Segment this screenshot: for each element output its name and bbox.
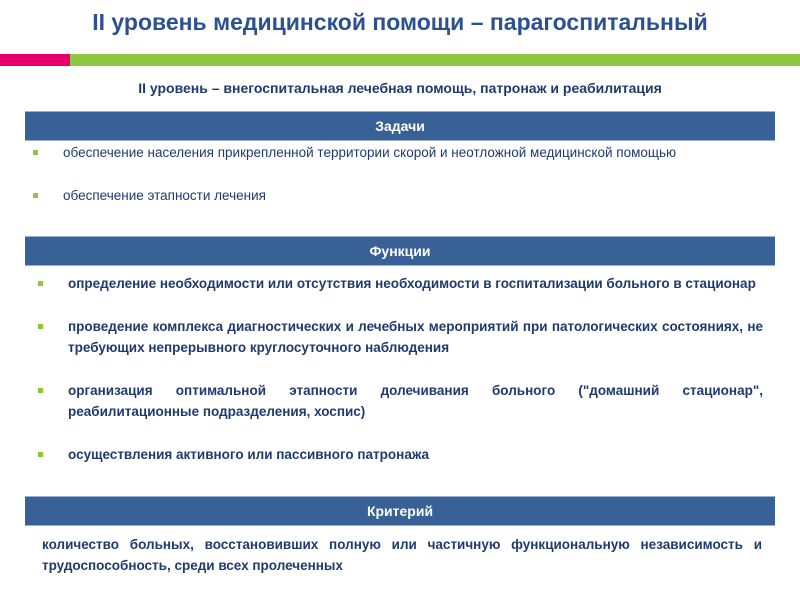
section-header-criterion [25, 496, 775, 526]
bullet-icon [33, 150, 38, 155]
section-header-tasks [25, 111, 775, 141]
list-item-text: обеспечение населения прикрепленной территории скорой и неотложной медицинской помощью [63, 145, 677, 160]
bullet-icon [38, 452, 43, 457]
decorative-color-stripe [0, 54, 800, 66]
bullet-icon [38, 281, 43, 286]
criterion-heading: Критерий [366, 503, 434, 519]
page-title: II уровень медицинской помощи – парагоспитальный [92, 9, 708, 35]
section-header-functions [25, 236, 775, 266]
bullet-icon [33, 193, 38, 198]
stripe-green-left [70, 54, 130, 66]
list-item [68, 273, 763, 294]
list-item [63, 142, 768, 163]
list-item-text: определение необходимости или отсутствия необходимости в госпитализации больного в стационар [68, 276, 756, 291]
tasks-heading: Задачи [375, 118, 425, 134]
stripe-pink [0, 54, 70, 66]
list-item [68, 380, 763, 422]
criterion-text: количество больных, восстановивших полную или частичную функциональную независимость и трудоспособность, среди всех пролеченных [42, 537, 762, 573]
functions-heading: Функции [369, 243, 431, 259]
page-subtitle: II уровень – внегоспитальная лечебная помощь, патронаж и реабилитация [138, 80, 662, 96]
list-item-text: осуществления активного или пассивного патронажа [68, 447, 430, 462]
stripe-green [130, 54, 800, 66]
list-item [68, 444, 763, 465]
list-item [63, 185, 768, 206]
list-item-text: проведение комплекса диагностических и лечебных мероприятий при патологических состояниях, не требующих непрерывного круглосуточного наблюдения [68, 319, 763, 355]
list-item-text: обеспечение этапности лечения [63, 188, 266, 203]
bullet-icon [38, 388, 43, 393]
tasks-list [63, 142, 768, 206]
bullet-icon [38, 324, 43, 329]
list-item-text: организация оптимальной этапности долечивания больного ("домашний стационар", реабилитационные подразделения, хоспис) [68, 383, 763, 419]
functions-list [68, 273, 763, 465]
list-item [68, 316, 763, 358]
